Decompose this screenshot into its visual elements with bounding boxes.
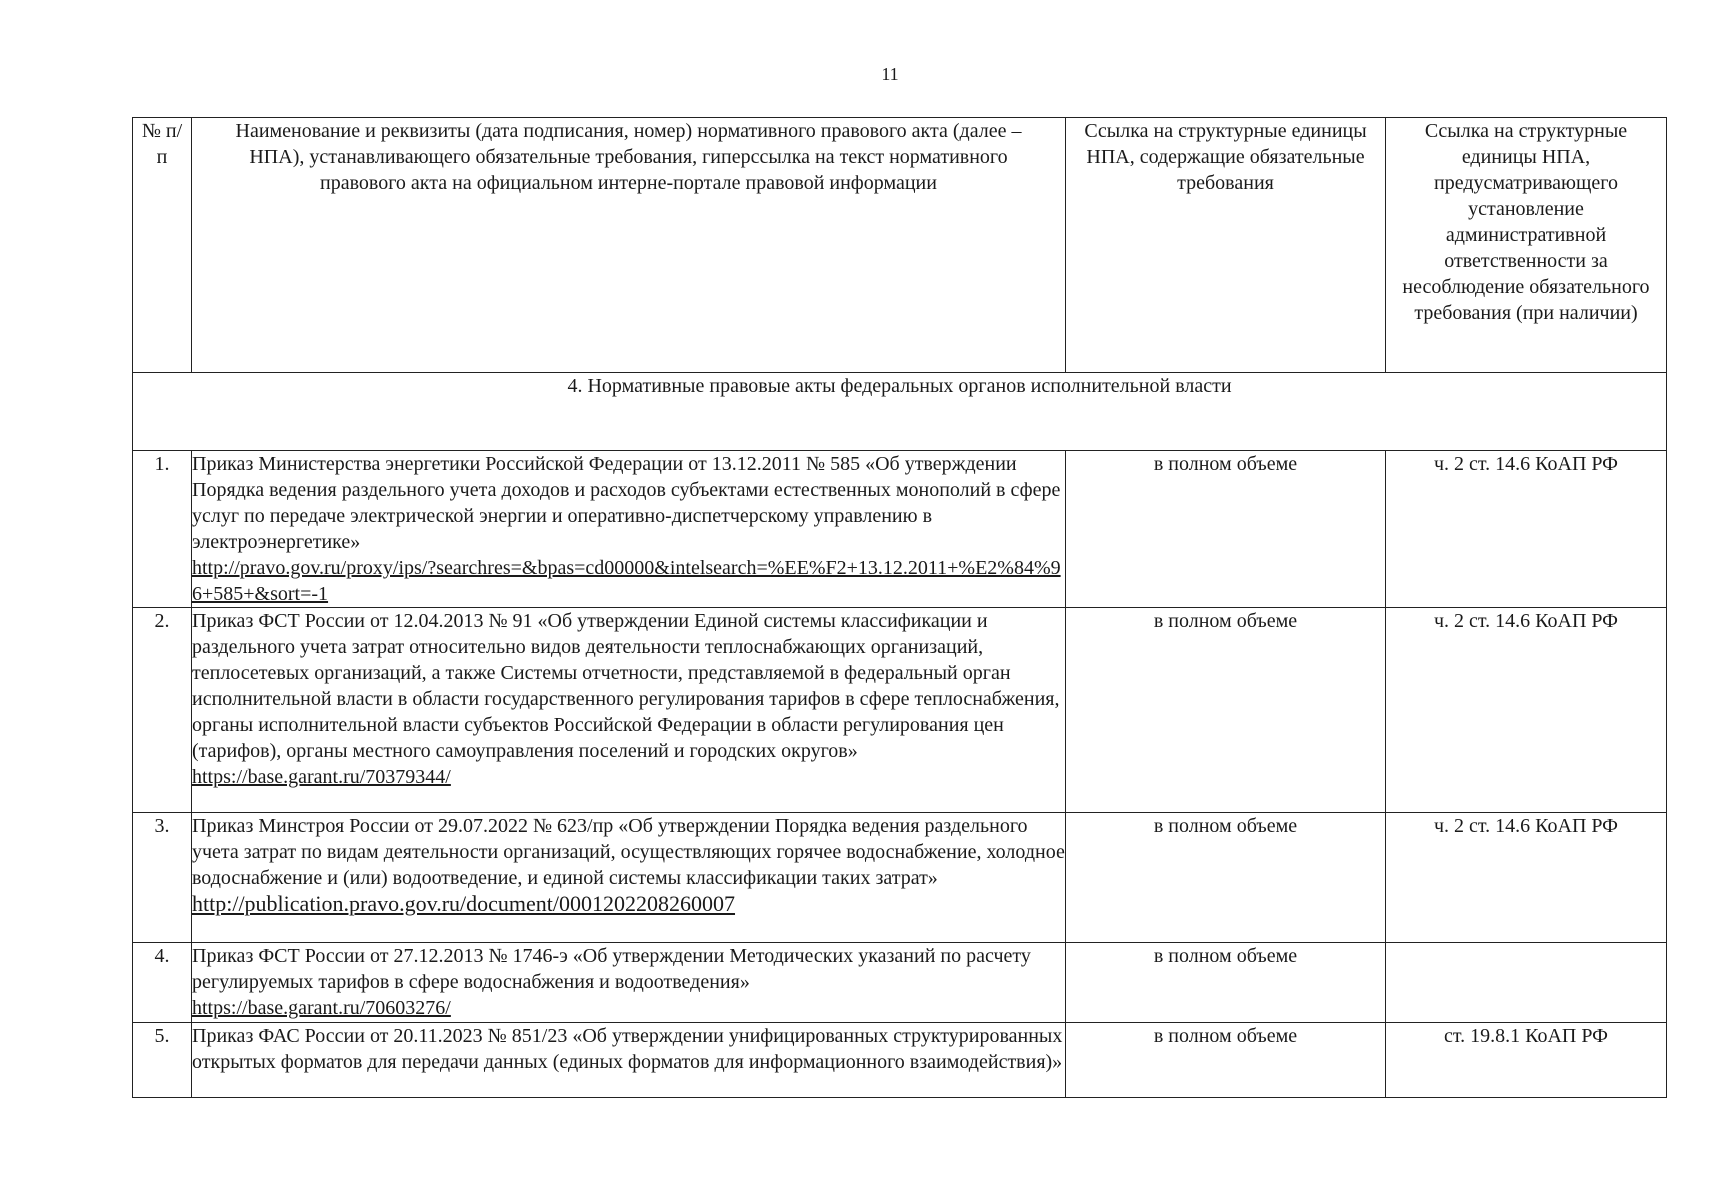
requirements-cell: в полном объеме bbox=[1066, 608, 1386, 813]
act-link[interactable]: https://base.garant.ru/70603276/ bbox=[192, 997, 451, 1019]
liability-cell: ч. 2 ст. 14.6 КоАП РФ bbox=[1386, 813, 1667, 943]
liability-cell: ч. 2 ст. 14.6 КоАП РФ bbox=[1386, 451, 1667, 608]
table-row bbox=[133, 943, 1667, 1023]
table-row bbox=[133, 451, 1667, 608]
requirements-cell: в полном объеме bbox=[1066, 943, 1386, 1023]
table-row bbox=[133, 608, 1667, 813]
row-number: 5. bbox=[133, 1023, 192, 1098]
requirements-cell: в полном объеме bbox=[1066, 451, 1386, 608]
liability-cell: ст. 19.8.1 КоАП РФ bbox=[1386, 1023, 1667, 1098]
act-title: Приказ Минстроя России от 29.07.2022 № 623/пр «Об утверждении Порядка ведения раздельного учета затрат по видам деятельности организаций, осуществляющих горячее водоснабжение, холодное водоснабжение и (или) водоотведение, и единой системы классификации таких затрат» bbox=[192, 815, 1065, 889]
act-link[interactable]: http://pravo.gov.ru/proxy/ips/?searchres=&bpas=cd00000&intelsearch=%EE%F2+13.12.2011+%E2%84%96+585+&sort=-1 bbox=[192, 557, 1061, 605]
row-number: 4. bbox=[133, 943, 192, 1023]
table-row bbox=[133, 813, 1667, 943]
section-title: 4. Нормативные правовые акты федеральных органов исполнительной власти bbox=[133, 373, 1667, 451]
header-liability: Ссылка на структурные единицы НПА, предусматривающего установление административной ответственности за несоблюдение обязательного требования (при наличии) bbox=[1386, 118, 1667, 373]
act-cell bbox=[192, 608, 1066, 813]
act-cell bbox=[192, 451, 1066, 608]
act-link[interactable]: https://base.garant.ru/70379344/ bbox=[192, 766, 451, 788]
npa-table bbox=[132, 117, 1667, 1098]
page-number: 11 bbox=[881, 64, 899, 84]
header-requirements: Ссылка на структурные единицы НПА, содержащие обязательные требования bbox=[1066, 118, 1386, 373]
act-title: Приказ ФАС России от 20.11.2023 № 851/23 «Об утверждении унифицированных структурированных открытых форматов для передачи данных (единых форматов для информационного взаимодействия)» bbox=[192, 1025, 1063, 1073]
liability-cell bbox=[1386, 943, 1667, 1023]
requirements-cell: в полном объеме bbox=[1066, 813, 1386, 943]
requirements-cell: в полном объеме bbox=[1066, 1023, 1386, 1098]
row-number: 1. bbox=[133, 451, 192, 608]
act-link[interactable]: http://publication.pravo.gov.ru/document/0001202208260007 bbox=[192, 891, 736, 916]
act-cell bbox=[192, 943, 1066, 1023]
row-number: 3. bbox=[133, 813, 192, 943]
header-number: № п/п bbox=[133, 118, 192, 373]
table-header-row bbox=[133, 118, 1667, 373]
liability-cell: ч. 2 ст. 14.6 КоАП РФ bbox=[1386, 608, 1667, 813]
act-title: Приказ Министерства энергетики Российской Федерации от 13.12.2011 № 585 «Об утверждении Порядка ведения раздельного учета доходов и расходов субъектами естественных монополий в сфере услуг по передаче электрической энергии и оперативно-диспетчерскому управлению в электроэнергетике» bbox=[192, 453, 1061, 553]
section-row bbox=[133, 373, 1667, 451]
row-number: 2. bbox=[133, 608, 192, 813]
act-cell bbox=[192, 813, 1066, 943]
table-row bbox=[133, 1023, 1667, 1098]
act-cell bbox=[192, 1023, 1066, 1098]
act-title: Приказ ФСТ России от 27.12.2013 № 1746-э «Об утверждении Методических указаний по расчету регулируемых тарифов в сфере водоснабжения и водоотведения» bbox=[192, 945, 1031, 993]
act-title: Приказ ФСТ России от 12.04.2013 № 91 «Об утверждении Единой системы классификации и раздельного учета затрат относительно видов деятельности теплоснабжающих организаций, теплосетевых организаций, а также Системы отчетности, представляемой в федеральный орган исполнительной власти в области государственного регулирования тарифов в сфере теплоснабжения, органы исполнительной власти субъектов Российской Федерации в области регулирования цен (тарифов), органы местного самоуправления поселений и городских округов» bbox=[192, 610, 1060, 762]
header-act-name: Наименование и реквизиты (дата подписания, номер) нормативного правового акта (далее – НПА), устанавливающего обязательные требования, гиперссылка на текст нормативного правового акта на официальном интерне-портале правовой информации bbox=[192, 118, 1066, 373]
